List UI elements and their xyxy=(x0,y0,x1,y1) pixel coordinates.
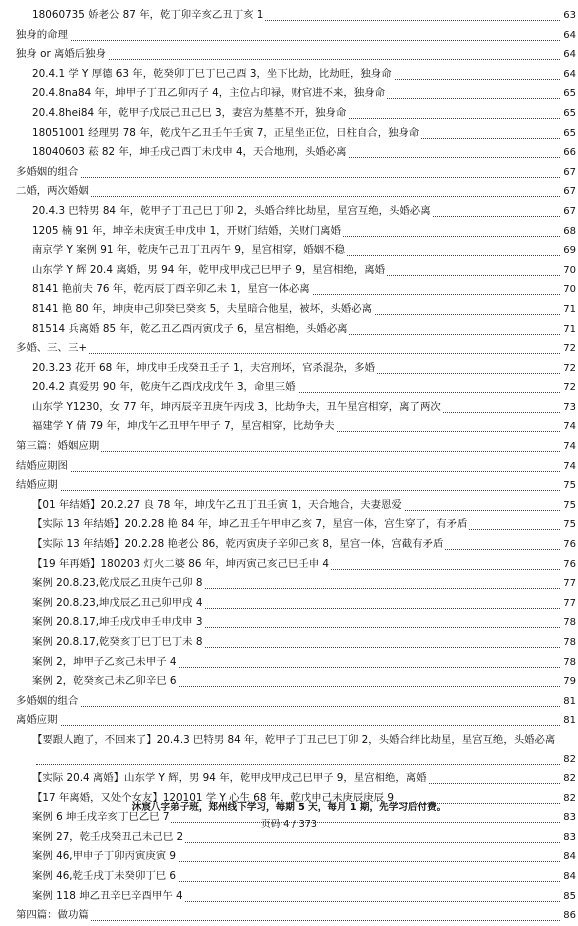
toc-entry-title: 独身的命理 xyxy=(16,26,70,46)
toc-entry-title: 案例 2，坤甲子乙亥己未甲子 4 xyxy=(32,653,179,673)
toc-entry-title: 18051001 经理男 78 年，乾戊午乙丑壬午壬寅 7，正星坐正位，日柱自合，独身命 xyxy=(32,124,421,144)
toc-entry-page: 77 xyxy=(561,594,576,614)
toc-entry-page: 76 xyxy=(561,535,576,555)
toc-entry-page: 71 xyxy=(561,300,576,320)
toc-entry[interactable] xyxy=(0,359,578,379)
toc-entry[interactable] xyxy=(0,594,578,614)
toc-entry[interactable] xyxy=(0,828,578,848)
toc-entry-page: 65 xyxy=(561,84,576,104)
toc-entry-page: 82 xyxy=(561,750,576,770)
toc-entry-title: 【实际 20.4 离婚】山东学 Y 辉，男 94 年，乾甲戌甲戌己巳甲子 9，星宫相绝，离婚 xyxy=(32,769,429,789)
toc-entry-title: 案例 20.8.17,坤壬戌戊申壬申戊申 3 xyxy=(32,613,204,633)
toc-entry[interactable] xyxy=(0,731,578,769)
toc-entry-page: 74 xyxy=(561,437,576,457)
toc-entry[interactable] xyxy=(0,711,578,731)
toc-entry[interactable] xyxy=(0,300,578,320)
toc-entry[interactable] xyxy=(0,378,578,398)
toc-entry-title: 【17 年离婚，又处个女友】120101 学 Y 心生 68 年，乾戊申己未庚辰庚辰 9 xyxy=(32,789,396,809)
toc-entry[interactable] xyxy=(0,65,578,85)
toc-entry-page: 70 xyxy=(561,261,576,281)
toc-entry[interactable] xyxy=(0,437,578,457)
toc-leader-dots xyxy=(20,437,562,452)
toc-leader-dots xyxy=(20,476,562,491)
toc-entry-title: 20.4.8hei84 年，乾甲子戊辰己丑己巳 3，妻宫为墓墓不开，独身命 xyxy=(32,104,348,124)
toc-entry-page: 86 xyxy=(561,906,576,926)
toc-entry-page: 78 xyxy=(561,633,576,653)
toc-entry-title: 20.3.23 花开 68 年，坤戊申壬戌癸丑壬子 1，夫宫刑坏，官杀混杂，多婚 xyxy=(32,359,377,379)
toc-entry-page: 82 xyxy=(561,769,576,789)
toc-entry[interactable] xyxy=(0,672,578,692)
toc-entry-page: 84 xyxy=(561,847,576,867)
page-number: 页码 4 / 373 xyxy=(261,819,317,830)
toc-entry-page: 74 xyxy=(561,457,576,477)
toc-leader-dots xyxy=(20,692,562,707)
toc-leader-dots xyxy=(20,163,562,178)
toc-entry-page: 70 xyxy=(561,280,576,300)
toc-entry-title: 18040603 菘 82 年，坤壬戌己酉丁未戊申 4，天合地刑，头婚必离 xyxy=(32,143,349,163)
toc-entry-title: 18060735 娇老公 87 年，乾丁卯辛亥乙丑丁亥 1 xyxy=(32,6,265,26)
toc-entry[interactable] xyxy=(0,633,578,653)
toc-leader-dots xyxy=(20,339,562,354)
footer-notice: 沐宸八字弟子班，郑州线下学习，每期 5 天，每月 1 期，先学习后付费。 xyxy=(131,802,447,813)
toc-entry-page: 78 xyxy=(561,653,576,673)
toc-entry-title: 【01 年结婚】20.2.27 良 78 年，坤戊午乙丑丁丑壬寅 1，天合地合，夫妻恩爱 xyxy=(32,496,404,516)
toc-entry[interactable] xyxy=(0,613,578,633)
toc-entry-page: 64 xyxy=(561,65,576,85)
toc-entry[interactable] xyxy=(0,261,578,281)
toc-entry-page: 65 xyxy=(561,124,576,144)
toc-entry-title: 案例 2，乾癸亥己未乙卯辛巳 6 xyxy=(32,672,179,692)
toc-entry-page: 64 xyxy=(561,45,576,65)
toc-entry[interactable] xyxy=(0,222,578,242)
toc-entry[interactable] xyxy=(0,555,578,575)
toc-entry-title: 第三篇：婚姻应期 xyxy=(16,437,101,457)
toc-entry-page: 72 xyxy=(561,339,576,359)
toc-entry-page: 73 xyxy=(561,398,576,418)
toc-entry[interactable] xyxy=(0,476,578,496)
toc-entry[interactable] xyxy=(0,104,578,124)
toc-entry-title: 福建学 Y 倩 79 年，坤戊午乙丑甲午甲子 7，星宫相穿，比劫争夫 xyxy=(32,417,336,437)
toc-entry-page: 65 xyxy=(561,104,576,124)
toc-entry[interactable] xyxy=(0,202,578,222)
toc-entry-page: 75 xyxy=(561,496,576,516)
toc-entry-title: 【实际 13 年结婚】20.2.28 艳 84 年，坤乙丑壬午甲申乙亥 7，星宫一体，宫生穿了，有矛盾 xyxy=(32,515,469,535)
toc-entry-title: 案例 20.8.23,乾戊辰乙丑庚午己卯 8 xyxy=(32,574,204,594)
toc-entry[interactable] xyxy=(0,320,578,340)
toc-entry-title: 【要跟人跑了，不回来了】20.4.3 巴特男 84 年，乾甲子丁丑己巳丁卯 2，头婚合绊比劫星，星宫互绝，头婚必离 xyxy=(32,731,557,750)
toc-entry[interactable] xyxy=(0,124,578,144)
toc-entry[interactable] xyxy=(0,574,578,594)
toc-entry-title: 81514 兵离婚 85 年，乾乙丑乙酉丙寅戊子 6，星宫相绝，头婚必离 xyxy=(32,320,349,340)
toc-entry[interactable] xyxy=(0,887,578,907)
toc-entry-title: 案例 118 坤乙丑辛巳辛酉甲午 4 xyxy=(32,887,185,907)
toc-entry-page: 67 xyxy=(561,163,576,183)
toc-entry-title: 结婚应期图 xyxy=(16,457,70,477)
toc-entry-title: 南京学 Y 案例 91 年，乾庚午己丑丁丑丙午 9，星宫相穿，婚姻不稳 xyxy=(32,241,347,261)
toc-entry-title: 案例 20.8.23,坤戊辰乙丑己卯甲戌 4 xyxy=(32,594,204,614)
toc-entry[interactable] xyxy=(0,398,578,418)
toc-entry-page: 63 xyxy=(561,6,576,26)
toc-entry-title: 8141 艳 80 年，坤庚申己卯癸巳癸亥 5，夫星暗合他星，被坏，头婚必离 xyxy=(32,300,374,320)
toc-entry-page: 75 xyxy=(561,515,576,535)
toc-entry-title: 8141 艳前夫 76 年，乾丙辰丁酉辛卯乙未 1，星宫一体必离 xyxy=(32,280,312,300)
table-of-contents xyxy=(0,6,578,926)
toc-entry-title: 多婚姻的组合 xyxy=(16,163,80,183)
toc-entry-title: 【19 年再婚】180203 灯火二婆 86 年，坤丙寅己亥己巳壬申 4 xyxy=(32,555,331,575)
toc-leader-dots xyxy=(20,711,562,726)
toc-entry-title: 案例 6 坤壬戌辛亥丁巳乙巳 7 xyxy=(32,808,171,828)
toc-entry-page: 82 xyxy=(561,789,576,809)
toc-entry[interactable] xyxy=(0,84,578,104)
toc-entry-title: 【实际 13 年结婚】20.2.28 艳老公 86，乾丙寅庚子辛卯己亥 8，星宫一体，宫截有矛盾 xyxy=(32,535,445,555)
toc-entry-page: 68 xyxy=(561,222,576,242)
toc-entry[interactable] xyxy=(0,496,578,516)
toc-leader-dots xyxy=(36,750,562,765)
toc-entry-title: 二婚，两次婚姻 xyxy=(16,182,91,202)
toc-entry-title: 离婚应期 xyxy=(16,711,60,731)
toc-entry-title: 案例 46,乾壬戌丁未癸卯丁巳 6 xyxy=(32,867,178,887)
toc-entry-title: 山东学 Y 辉 20.4 离婚，男 94 年，乾甲戌甲戌己巳甲子 9，星宫相绝，离婚 xyxy=(32,261,387,281)
toc-entry[interactable] xyxy=(0,163,578,183)
toc-entry[interactable] xyxy=(0,906,578,926)
toc-entry-page: 81 xyxy=(561,711,576,731)
toc-entry-title: 结婚应期 xyxy=(16,476,60,496)
toc-entry[interactable] xyxy=(0,692,578,712)
toc-entry-title: 独身 or 离婚后独身 xyxy=(16,45,108,65)
toc-entry[interactable] xyxy=(0,143,578,163)
toc-entry[interactable] xyxy=(0,515,578,535)
toc-entry[interactable] xyxy=(0,280,578,300)
toc-entry-page: 75 xyxy=(561,476,576,496)
toc-entry-page: 76 xyxy=(561,555,576,575)
toc-entry[interactable] xyxy=(0,847,578,867)
toc-entry[interactable] xyxy=(0,339,578,359)
toc-entry-page: 79 xyxy=(561,672,576,692)
toc-entry-title: 案例 27，乾壬戌癸丑己未己巳 2 xyxy=(32,828,185,848)
toc-entry-title: 20.4.3 巴特男 84 年，乾甲子丁丑己巳丁卯 2，头婚合绊比劫星，星宫互绝，头婚必离 xyxy=(32,202,433,222)
toc-entry-page: 72 xyxy=(561,359,576,379)
toc-entry[interactable] xyxy=(0,535,578,555)
toc-entry-page: 84 xyxy=(561,867,576,887)
toc-entry-page: 74 xyxy=(561,417,576,437)
toc-leader-dots xyxy=(20,906,562,921)
toc-entry[interactable] xyxy=(0,45,578,65)
toc-entry-title: 案例 46,甲申子丁卯丙寅庚寅 9 xyxy=(32,847,178,867)
toc-entry[interactable] xyxy=(0,867,578,887)
toc-entry-page: 64 xyxy=(561,26,576,46)
toc-entry-page: 69 xyxy=(561,241,576,261)
toc-entry-page: 77 xyxy=(561,574,576,594)
toc-leader-dots xyxy=(20,26,562,41)
toc-entry-title: 1205 楠 91 年，坤辛未庚寅壬申戊申 1，开财门结婚，关财门离婚 xyxy=(32,222,343,242)
toc-entry[interactable] xyxy=(0,457,578,477)
toc-entry[interactable] xyxy=(0,653,578,673)
toc-entry-page: 81 xyxy=(561,692,576,712)
toc-leader-dots xyxy=(20,457,562,472)
toc-entry-page: 85 xyxy=(561,887,576,907)
toc-entry-title: 山东学 Y1230，女 77 年，坤丙辰辛丑庚午丙戌 3，比劫争夫，丑午星宫相穿，离了两次 xyxy=(32,398,443,418)
toc-entry-title: 20.4.8na84 年，坤甲子丁丑乙卯丙子 4，主位占印禄，财官进不来，独身命 xyxy=(32,84,387,104)
toc-entry[interactable] xyxy=(0,417,578,437)
toc-entry-page: 66 xyxy=(561,143,576,163)
toc-entry-title: 20.4.2 真爱男 90 年，乾庚午乙酉戊戌戊午 3，命里三婚 xyxy=(32,378,298,398)
toc-entry-page: 67 xyxy=(561,202,576,222)
toc-entry[interactable] xyxy=(0,26,578,46)
toc-entry-page: 78 xyxy=(561,613,576,633)
toc-entry[interactable] xyxy=(0,182,578,202)
toc-entry-page: 71 xyxy=(561,320,576,340)
toc-entry[interactable] xyxy=(0,6,578,26)
toc-entry-page: 67 xyxy=(561,182,576,202)
toc-entry[interactable] xyxy=(0,769,578,789)
toc-entry-title: 多婚姻的组合 xyxy=(16,692,80,712)
toc-entry-page: 72 xyxy=(561,378,576,398)
toc-entry-title: 案例 20.8.17,乾癸亥丁巳丁巳丁未 8 xyxy=(32,633,204,653)
toc-entry-page: 83 xyxy=(561,808,576,828)
toc-entry-title: 第四篇：做功篇 xyxy=(16,906,91,926)
toc-entry[interactable] xyxy=(0,241,578,261)
toc-leader-dots xyxy=(20,182,562,197)
toc-entry-page: 83 xyxy=(561,828,576,848)
toc-entry-title: 20.4.1 学 Y 厚德 63 年，乾癸卯丁巳丁巳己酉 3，坐下比劫，比劫旺，独身命 xyxy=(32,65,394,85)
toc-entry-title: 多婚、三、三+ xyxy=(16,339,89,359)
